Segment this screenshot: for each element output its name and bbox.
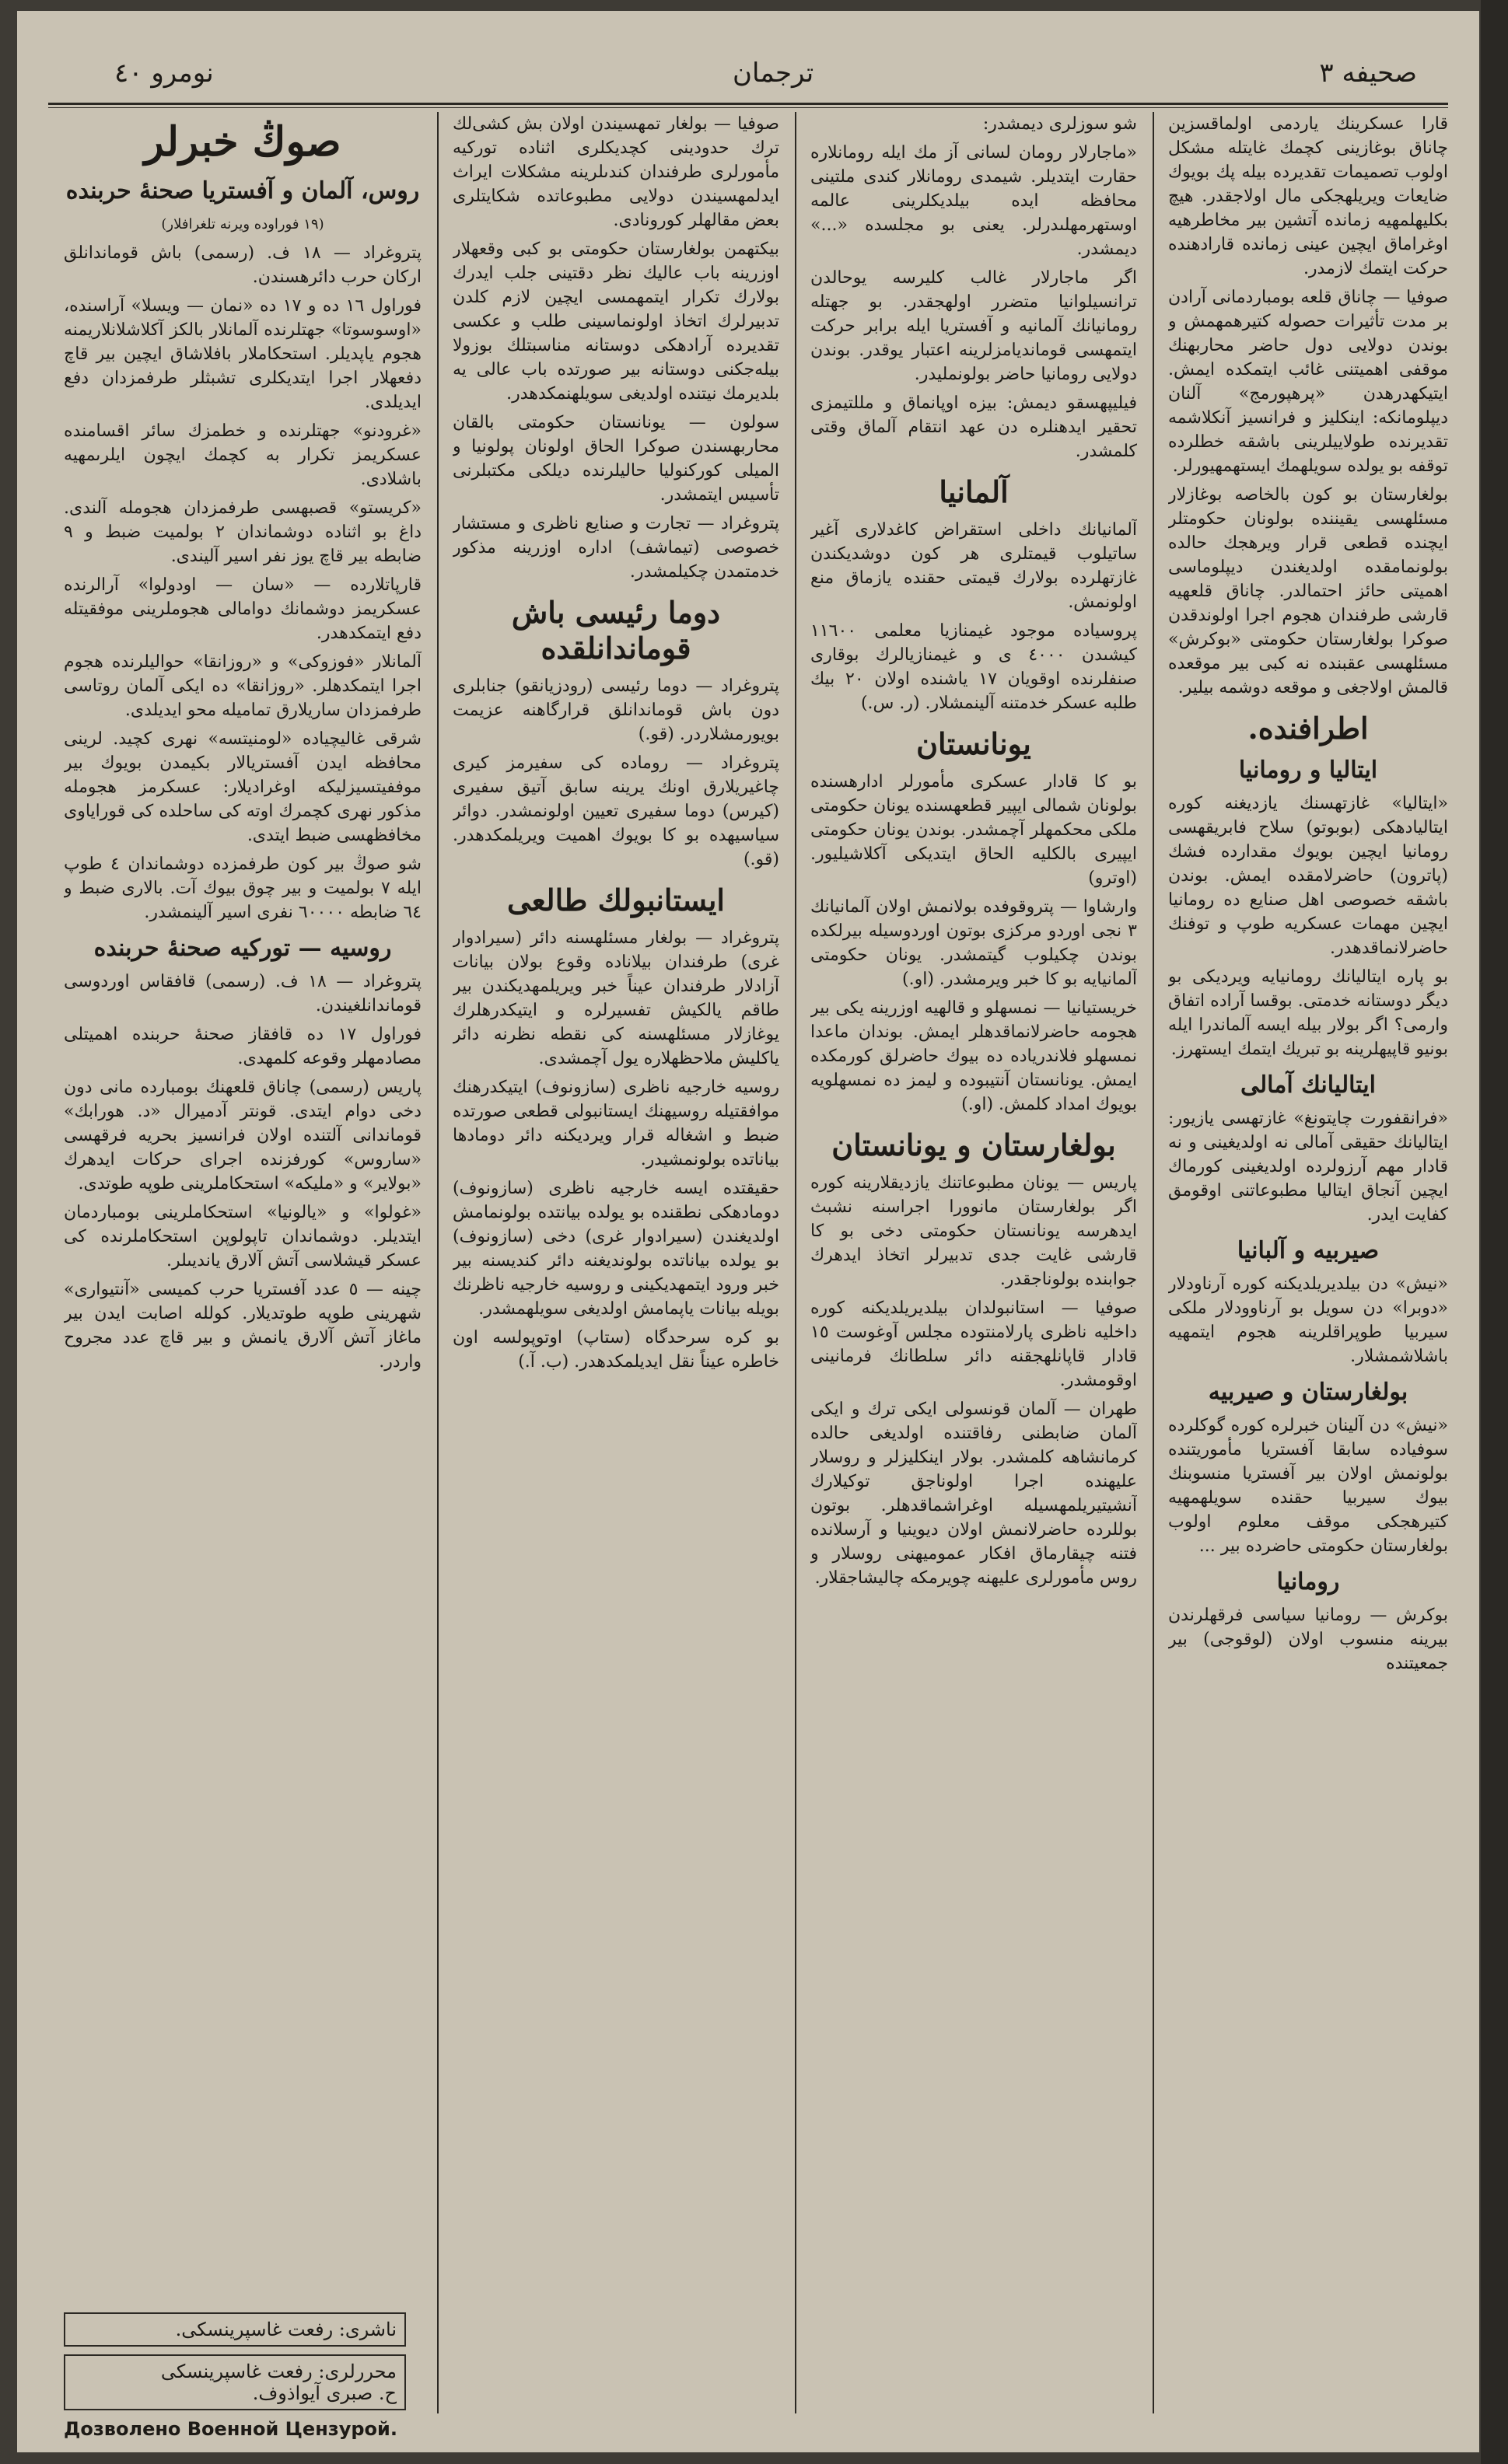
article-paragraph: بو پاره ايتاليانك رومانيايه ويرديكى بو ديگر دوستانه خدمتى. بوقسا آراده اتفاق وارمى؟ اگر بولار بيله ايسه آلماندرا ايله بونيو قاپيهلرينه بو تبريك ايتمك ايستهرز. — [1168, 967, 1448, 1059]
article-paragraph: پتروغراد — ١٨ ف. (رسمی) باش قوماندانلق اركان حرب دائرهسندن. — [64, 243, 422, 287]
article-paragraph: طهران — آلمان قونسولى ايكى ترك و ايكى آلمان ضابطنى رفاقتنده اولديغى حالده كرمانشاهه كلمشدر. بولار اينكليزلر و روسلار عليهنده اجرا اولوناجق توكيلارك آنشيتيريلمهسيله اوغراشماقدهلر. بوتون بوللرده حاضرلانمش اولان ديوينيا و آرسلانده فتنه چيقارماق افكار عموميهنى روسلار و روس مأمورلرى عليهنه چويرمكه چاليشاجقلار. — [810, 1400, 1137, 1588]
article-paragraph: قارپاتلارده — «سان — اودولوا» آرالرنده عسكريمز دوشمانك دوامالى هجوملرينى موفقيتله دفع ايتمكدهدر. — [64, 575, 422, 643]
newspaper-page — [17, 11, 1479, 2452]
article-paragraph: «غرودنو» جهتلرنده و خطمزك سائر اقسامنده عسكريمز تكرار به كچمك ايچون ايلرىمهيه باشلادى. — [64, 421, 422, 489]
publisher-box: ناشرى: رفعت غاسپرينسكى. — [64, 2312, 406, 2347]
article-paragraph: اگر ماجارلار غالب كليرسه يوحالدن ترانسيلوانيا متضرر اولهجقدر. بو جهتله رومانيانك آلمانيه و آفستريا ايله برابر حركت ايتمهسى قومانديامزلرينه اعتبار يوقدر. بوندن دولايى رومانيا حاضر بولونمليدر. — [810, 268, 1137, 384]
article-heading: ايستانبولك طالعى — [507, 882, 725, 917]
column-divider-1 — [437, 112, 439, 2413]
telegram-note: (١٩ فوراوده ويرنه تلغرافلار) — [161, 216, 324, 232]
column-divider-3 — [1153, 112, 1154, 2413]
article-paragraph: صوفيا — بولغار تمهسيندن اولان بش كشى‌لك ترك حدودينى كچديكلرى اثناده توركيه مأمورلرى طرفندان كندىلرينه مشكلات ايراث ايدلمهسيندن دولايى مطبوعاتده شكايتلرى بعض مقالهلر كورونادى. — [453, 114, 779, 230]
article-heading: آلمانيا — [939, 474, 1009, 509]
article-paragraph: بوكرش — رومانيا سياسى فرقهلرندن بيرينه منسوب اولان (لوقوجى) بير جمعيتنده — [1168, 1606, 1448, 1673]
editors-box — [64, 2354, 406, 2410]
article-heading: اطرافنده. — [1247, 711, 1369, 746]
editor-name: ح. صبرى آيواذوف. — [252, 2382, 397, 2404]
article-paragraph: «نيش» دن بيلديريلديكنه كوره آرناودلار «دوبرا» دن سويل بو آرناوودلار ملكى سيربيا طوپراقلرينه هجوم ايتمهيه باشلاشمشلار. — [1168, 1274, 1448, 1366]
article-paragraph: حقيقتده ايسه خارجيه ناظرى (سازونوف) دومادهكى نطقنده بو يولده بيانتده بولونمامش اولديغندن (سيرادوار غرى) دخى (سازونوف) بو يولده بياناتده بولونديغنه دائر كنديسنه بير خبر ورود ايتمهديكينى و روسيه خارجيه ناظرنك بويله بيانات ياپمامش اولديغى سويلهمشدر. — [453, 1179, 779, 1319]
censor-approval: Дозволено Военной Цензурой. — [64, 2418, 397, 2440]
article-paragraph: «غولوا» و «يالونيا» استحكاملرينى بومباردمان ايتديلر. دوشماندان تاپولوپن استحكاملرنده كى عسكر قيشلاسى آتش آلارق يانديىلر. — [64, 1203, 422, 1270]
article-paragraph: چينه — ٥ عدد آفستريا حرب كميسى «آنتيوارى» شهرينى طوپه طوتديلار. كولله اصابت ايدن بير ماغاز آتش آلارق يانمش و بير قاچ عدد مجروح واردر. — [64, 1280, 422, 1372]
article-paragraph: صوفيا — استانبولدان بيلديريلديكنه كوره داخليه ناظرى پارلامنتوده مجلس آوغوست ١٥ قادار قاپانلهجقنه دائر سلطانك فرمانينى اوقومشدر. — [810, 1298, 1137, 1390]
article-paragraph: خريستيانيا — نمسهلو و قالهيه اوزرينه يكى بير هجومه حاضرلانماقدهلر ايمش. بوندان ماعدا نمسهلو فلاندرياده ده بيوك حاضرلق كورمكده ايمش. يونانستان آنتيبوده و ليمز ده نمسهلويه بويوك امداد كلمش. (او.) — [810, 998, 1137, 1114]
article-paragraph: فوراول ١٧ ده قافقاز صحنهٔ حربنده اهميتلى مصادمهلر وقوعه كلمهدى. — [64, 1025, 422, 1068]
subheading: روسيه — توركيه صحنهٔ حربنده — [93, 935, 392, 962]
article-paragraph: سولون — يونانستان حكومتى بالقان محاربهسندن صوكرا الحاق اولونان پولونيا و الميلى كوركنوليا حاليلرنده ديلكى مكتبلرنى تأسيس ايتمشدر. — [453, 413, 779, 505]
article-paragraph: آلمانيانك داخلى استقراض كاغدلارى آغير ساتيلوب قيمتلرى هر كون دوشديكندن غازتهلرده بولارك قيمتى حقنده يازماق منع اولونمش. — [810, 520, 1137, 612]
column-latest-news — [64, 112, 422, 2305]
column-divider-2 — [795, 112, 796, 2413]
article-paragraph: «کریستو» قصبهسی طرفمزدان هجومله آلندی. داغ بو اثناده دوشماندان ٢ بولميت ضبط و ٩ ضابطه بير قاچ يوز نفر اسير آليندى. — [64, 498, 422, 566]
article-paragraph: قارا عسكرينك ياردمى اولماقسزين چاناق بوغازينى كچمك غايتله مشكل اولوب تصميمات تقديرده بيله پك بويوك ضايعات ويريلهجكى مال اولاجقدر. هيچ بكليهلمهيه زمانده آتشين بير مخاطرهيه اوغراماق ايچين عينى زمانده قارادهنده حركت ايتمك لازمدر. — [1168, 114, 1448, 278]
article-paragraph: فوراول ١٦ ده و ١٧ ده «نمان — ويسلا» آراسنده، «اوسوسوتا» جهتلرنده آلمانلار بالكز آكلاشلانلاريمنه هجوم ياپديلر. استحكاملار بافلاشاق ايچين بير قاچ دفعهلار اجرا ايتديكلرى تشبثلر طرفمزدان دفع ايديلدى. — [64, 296, 422, 412]
article-paragraph: پتروغراد — تجارت و صنايع ناظرى و مستشار خصوصى (تيماشف) اداره اوزرينه مذكور خدمتمدن چكيلمشدر. — [453, 514, 779, 582]
section-heading: صوڭ خبرلر — [144, 118, 341, 166]
subheading: ايتاليا و رومانيا — [1238, 757, 1378, 784]
header-rule-thin — [48, 107, 1448, 108]
editor-name: رفعت غاسپرينسكى — [160, 2361, 313, 2382]
article-heading: يونانستان — [916, 726, 1031, 761]
article-paragraph: شرقى غاليچياده «لومنيتسه» نهرى كچيد. لرينى محافظه ايدن آفستريالار بكيمدن بويوك بير موففيتسيزليكه اوغراديلار: عسكرمز هجومله مذكور نهرى كچمرك اوته كى ساحلده كى قوراياوى مخافظهسى ضبط ايتدى. — [64, 729, 422, 845]
subheading: روس، آلمان و آفستريا صحنهٔ حربنده — [65, 177, 420, 204]
article-paragraph: پاريس — يونان مطبوعاتنك يازديقلارينه كوره اگر بولغارستان مانوورا اجراسنه نشبث ايدهرسه يونانستان حكومتى دخى بو كا قارشى غايت جدى تدبيرلر اتخاذ ايدهرك جوابنده بولوناجقدر. — [810, 1173, 1137, 1289]
page-number: صحيفه ٣ — [1319, 58, 1417, 89]
article-paragraph: بو كره سرحدگاه (ستاپ) اوتوپولسه اون خاطره عيناً نقل ايديلمكدهدر. (ب. آ.) — [453, 1328, 779, 1372]
article-paragraph: صوفيا — چاناق قلعه بومباردمانى آرادن بر مدت تأثيرات حصوله كتيرهمهمش و بوندن دولايى دول حاضر محاربهنك موقفى اهميتنى غائب ايتمكده ايمش. ايتيكهدرهدن «پرهپورمج» آلنان ديپلومانكه: اينكليز و فرانسيز آنكلاشمه تقديرنده طولاييلرينى باشقه خطلرده توقفه بو يولده سويلهمك ايستهمهيورلر. — [1168, 288, 1448, 476]
subheading: ايتاليانك آمالى — [1240, 1071, 1376, 1099]
article-heading: دوما رئيسى باش قوماندانلقده — [511, 595, 721, 666]
article-paragraph: «نيش» دن آلينان خبرلره كوره گوكلرده سوفياده سابقا آفستريا مأموريتنده بولونمش اولان بير آفستريا منسوبنك بيوك سيربيا حقنده سويلهمهيه كتيرهجكى موقف معلوم اولوب بولغارستان حكومتى حاضرده بير ... — [1168, 1416, 1448, 1556]
column-4 — [1168, 112, 1448, 2336]
article-paragraph: فيليپهسقو ديمش: بيزه اوپانماق و مللتيمزى تحقير ايدهنلره دن عهد انتقام آلماق وقتى كلمشدر. — [810, 393, 1137, 461]
article-paragraph: بو كا قادار عسكرى مأمورلر ادارهسنده بولونان شمالى ايپير قطعهسنده يونان حكومتى ملكى محكمهلر آچمشدر. بوندن يونان حكومتى ايپيرى بالكليه الحاق ايتديكى آكلاشيليور. (اوترو) — [810, 772, 1137, 888]
article-paragraph: پروسياده موجود غيمنازيا معلمى ١١٦٠٠ كيشىدن ٤٠٠٠ ى و غيمنازيالرك بوقارى صنفلرنده اوقويان ١٧ ياشنده اولان ٢٠ بيك طلبه عسكر خدمتنه آلينمشلار. (ر. س.) — [810, 621, 1137, 713]
article-paragraph: روسيه خارجيه ناظرى (سازونوف) ايتيكدرهنك موافقتيله روسيهنك ايستانبولى قطعى صورتده ضبط و اشغاله قرار ويرديكنه دائر دومادها بياناتده بولونمشيدر. — [453, 1078, 779, 1169]
article-paragraph: شو سوزلرى ديمشدر: — [982, 114, 1137, 134]
issue-number: نومرو ٤٠ — [114, 58, 214, 89]
article-heading: بولغارستان و يونانستان — [831, 1127, 1116, 1162]
column-2 — [453, 112, 779, 2336]
page-edge-shadow — [1481, 0, 1508, 2464]
article-paragraph: پاريس (رسمی) چاناق قلعهنك بومبارده مانى دون دخى دوام ايتدى. قونتر آدميرال «د. هورابك» قوماندانى آلتنده اولان فرانسيز بحريه فرقهسى «ساروس» كورفزنده اجراى حركات ايدهرك «بولاير» و «مليكه» استحكاملرينى طوپه طوتدى. — [64, 1078, 422, 1194]
column-3 — [810, 112, 1137, 2336]
subheading: رومانيا — [1276, 1568, 1340, 1595]
page-header — [48, 50, 1464, 104]
article-paragraph: آلمانلار «فوزوكى» و «روزانقا» حواليلرنده هجوم اجرا ايتمكدهلر. «روزانقا» ده ايكى آلمان روتاسى طرفمزدان ساريلارق تماميله محو ايديلدى. — [64, 652, 422, 720]
article-paragraph: بيكتهمن بولغارستان حكومتى بو كبى وقعهلار اوزرينه باب عاليك نظر دقتينى جلب ايدرك بولارك تكرار ايتمهمسى ايچين لازم كلدن تدبيرلرك اتخاذ اولونماسينى طلب و عكسى تقديرده آرادهكى دوستانه مناسبتلك بوزولا بيله‌جكنى دوستانه بير صورتده باب عالى يه بلديرمك نيتنده اولديغى سويلهنمكدهدر. — [453, 239, 779, 404]
imprint — [64, 2312, 406, 2452]
article-paragraph: «فرانقفورت چايتونغ» غازتهسى يازيور: ايتاليانك حقيقى آمالى نه اولديغينى و نه قادار مهم آرزولرده اولديغينى كورماك ايچين آنجاق ايتاليا مطبوعاتنى اوقومق كفايت ايدر. — [1168, 1109, 1448, 1225]
article-paragraph: پتروغراد — ١٨ ف. (رسمی) قافقاس اوردوسى قوماندانلغيندن. — [64, 972, 422, 1015]
article-paragraph: شو صوڭ بير كون طرفمزده دوشماندان ٤ طوپ ايله ٧ بولميت و بير چوق بيوك آت. بالارى ضبط و ٦٤ ضابطه ٦٠٠٠٠ نفرى اسير آلينمشدر. — [64, 855, 422, 922]
article-paragraph: پتروغراد — روماده كى سفيرمز كيرى چاغيريلارق اونك يرينه سابق آتيق سفيرى (كيرس) دوما سفيرى تعيين اولونمشدر. دوائر سياسيهده بو كا بويوك اهميت ويريلمكدهدر. (قو.) — [453, 753, 779, 869]
subheading: صيربيه و آلبانيا — [1237, 1237, 1380, 1264]
article-paragraph: وارشاوا — پتروقوفده بولانمش اولان آلمانيانك ٣ نجى اوردو مركزى بوتون اوردوسيله بيرلكده بوندن چكيلوب گيتمشدر. يونان حكومتى آلمانيايه بو كا خبر ويرمشدر. (او.) — [810, 897, 1137, 989]
article-paragraph: «ماجارلار رومان لسانى آز مك ايله رومانلاره حقارت ايتديلر. شيمدى رومانلار كندى ملتينى محافظه ايده بيلديكلرينى عالمه اوستهرمهلىدرلر. يعنى بو مجلسده «...» ديمشدر. — [810, 143, 1137, 259]
article-paragraph: «ايتاليا» غازتهسنك يازديغنه كوره ايتاليادهكى (بوبوتو) سلاح فابريقهسى رومانيا ايچين بويوك مقدارده فشك (پاترون) حاضرلامقده ايمش. بوندن باشقه خصوصى اهل صنايع ده رومانيا ايچين مهمات عسكريه طوپ و توفنك حاضرلانماقدهدر. — [1168, 794, 1448, 958]
article-paragraph: پتروغراد — دوما رئيسى (رودزيانقو) جنابلرى دون باش قوماندانلق قرارگاهنه عزيمت بويورمشلاردر. (قو.) — [453, 676, 779, 744]
editors-label: محررلرى: — [318, 2361, 397, 2382]
header-rule — [48, 103, 1448, 105]
article-paragraph: بولغارستان بو كون بالخاصه بوغازلار مسئلهسى يقيننده بولونان حكومتلر ايچنده قطعى قرار ويرهجك حالده بولونمامقده اولديغندن ديپلوماسى اهميتى حائز احتمالدر. چاناق قلعهيه قارشى طرفندان هجوم اجرا اولوندقدن صوكرا بولغارستان حكومتى «بوكرش» مسئلهسى عقبنده نه كبى بير موقعده قالمش اولاجغى و موقعه دوشمه بيلير. — [1168, 485, 1448, 697]
masthead-title: ترجمان — [733, 58, 814, 89]
subheading: بولغارستان و صيربيه — [1208, 1379, 1408, 1406]
article-paragraph: پتروغراد — بولغار مسئلهسنه دائر (سيرادوار غرى) طرفندان بيلاناده وقوع بولان بيانات آزادلار طرفندان عيناً خبر ويريلمهديكندن بير طاقم يالكيش تفسيرلره و ايتيكدرهلرك يوغازلار مسئلهسنه كى نقطه نظرنه دائر ياكليش ملاحظهلاره يول آچمشدى. — [453, 928, 779, 1068]
